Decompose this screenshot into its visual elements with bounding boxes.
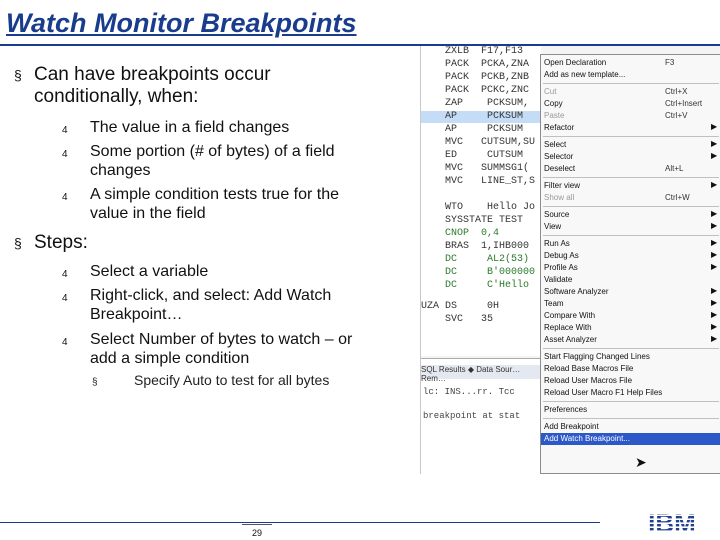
menu-item-validate[interactable] — [541, 274, 720, 286]
code-line[interactable]: MVC SUMMSG1( — [445, 163, 530, 174]
menu-separator — [543, 235, 719, 236]
menu-item-cut[interactable] — [541, 86, 720, 98]
views-panel — [421, 358, 541, 474]
menu-item-profile-as[interactable] — [541, 262, 720, 274]
menu-separator — [543, 401, 719, 402]
submenu-arrow-icon: ▶ — [711, 286, 718, 295]
code-line[interactable]: MVC CUTSUM,SU — [445, 137, 536, 148]
bullet-marker: § — [92, 377, 98, 388]
menu-item-compare-with[interactable] — [541, 310, 720, 322]
bullet-text: Can have breakpoints occur conditionally, when: — [34, 64, 271, 107]
code-line[interactable]: BRAS 1,IHB000 — [445, 241, 530, 252]
code-line[interactable]: DC C'Hello — [445, 280, 530, 291]
submenu-arrow-icon: ▶ — [711, 262, 718, 271]
menu-item-label: Open Declaration — [544, 58, 607, 67]
menu-item-reload-base-macros-file[interactable] — [541, 363, 720, 375]
bullet-steps — [14, 232, 374, 254]
code-line[interactable]: PACK PCKB,ZNB — [445, 72, 530, 83]
code-line[interactable]: WTO Hello Jo — [445, 202, 536, 213]
menu-item-label: Start Flagging Changed Lines — [544, 352, 650, 361]
menu-item-selector[interactable] — [541, 151, 720, 163]
menu-item-deselect[interactable] — [541, 163, 720, 175]
menu-item-label: Validate — [544, 275, 573, 284]
code-line[interactable]: ZAP PCKSUM, — [445, 98, 530, 109]
bullet-marker: 4 — [62, 125, 68, 136]
bullet-marker: 4 — [62, 149, 68, 160]
menu-item-label: Debug As — [544, 251, 579, 260]
menu-item-label: Paste — [544, 111, 565, 120]
step-3: 4 Select Number of bytes to watch – or add a simple condition — [62, 331, 353, 367]
code-line-selected[interactable]: AP PCKSUM — [421, 111, 541, 123]
menu-item-run-as[interactable] — [541, 238, 720, 250]
submenu-arrow-icon: ▶ — [711, 250, 718, 259]
step-2: 4 Right-click, and select: Add Watch Breakpoint… — [62, 287, 332, 323]
page-number: 29 — [252, 528, 263, 538]
menu-item-start-flagging-changed-lines[interactable] — [541, 351, 720, 363]
submenu-arrow-icon: ▶ — [711, 151, 718, 160]
ibm-logo-icon — [636, 508, 708, 536]
menu-item-label: Reload Base Macros File — [544, 364, 634, 373]
menu-item-label: Show all — [544, 193, 575, 202]
svg-text:IBM: IBM — [648, 508, 696, 536]
menu-item-label: Select — [544, 140, 567, 149]
menu-item-label: Add Breakpoint — [544, 422, 599, 431]
submenu-arrow-icon: ▶ — [711, 334, 718, 343]
menu-item-label: Preferences — [544, 405, 588, 414]
menu-item-refactor[interactable] — [541, 122, 720, 134]
code-line[interactable]: DS 0H — [445, 301, 500, 312]
menu-item-preferences[interactable] — [541, 404, 720, 416]
code-line[interactable]: AP PCKSUM — [445, 124, 524, 135]
menu-item-shortcut: Ctrl+V — [665, 111, 688, 120]
menu-item-open-declaration[interactable] — [541, 57, 720, 69]
footer-rule — [0, 522, 600, 523]
menu-item-add-watch-breakpoint[interactable] — [541, 433, 720, 445]
menu-item-shortcut: Ctrl+Insert — [665, 99, 703, 108]
bullet-marker: § — [14, 67, 22, 83]
submenu-arrow-icon: ▶ — [711, 180, 718, 189]
code-line[interactable]: CNOP 0,4 — [445, 228, 500, 239]
menu-item-label: View — [544, 222, 562, 231]
code-label: UZA — [421, 301, 440, 312]
menu-item-label: Cut — [544, 87, 557, 96]
menu-item-add-as-new-template[interactable] — [541, 69, 720, 81]
menu-item-shortcut: F3 — [665, 58, 675, 67]
code-line[interactable]: MVC LINE_ST,S — [445, 176, 536, 187]
code-line[interactable]: DC B'000000 — [445, 267, 536, 278]
menu-item-shortcut: Alt+L — [665, 164, 684, 173]
menu-item-select[interactable] — [541, 139, 720, 151]
bullet-marker: 4 — [62, 192, 68, 203]
slide-title: Watch Monitor Breakpoints — [6, 8, 357, 38]
menu-item-copy[interactable] — [541, 98, 720, 110]
menu-item-label: Refactor — [544, 123, 575, 132]
menu-item-filter-view[interactable] — [541, 180, 720, 192]
menu-separator — [543, 206, 719, 207]
menu-item-view[interactable] — [541, 221, 720, 233]
menu-item-label: Add as new template... — [544, 70, 626, 79]
bullet-marker: § — [14, 235, 22, 251]
menu-item-label: Run As — [544, 239, 570, 248]
code-line[interactable]: SYSSTATE TEST — [445, 215, 524, 226]
step-1: 4 Select a variable — [62, 262, 380, 284]
bullet-marker: 4 — [62, 337, 68, 348]
menu-item-reload-user-macro-f1-help-files[interactable] — [541, 387, 720, 399]
step-3-sub: § Specify Auto to test for all bytes — [92, 372, 330, 388]
menu-item-label: Selector — [544, 152, 574, 161]
menu-item-team[interactable] — [541, 298, 720, 310]
bullet-marker: 4 — [62, 293, 68, 304]
menu-separator — [543, 418, 719, 419]
menu-item-label: Profile As — [544, 263, 578, 272]
menu-item-label: Add Watch Breakpoint... — [544, 434, 630, 443]
submenu-arrow-icon: ▶ — [711, 209, 718, 218]
bullet-text: Steps: — [34, 232, 88, 253]
menu-item-asset-analyzer[interactable] — [541, 334, 720, 346]
mouse-cursor-icon: ➤ — [635, 454, 647, 470]
submenu-arrow-icon: ▶ — [711, 310, 718, 319]
menu-item-software-analyzer[interactable] — [541, 286, 720, 298]
submenu-arrow-icon: ▶ — [711, 238, 718, 247]
submenu-arrow-icon: ▶ — [711, 221, 718, 230]
bullet-marker: 4 — [62, 269, 68, 280]
menu-item-source[interactable] — [541, 209, 720, 221]
code-line[interactable]: SVC 35 — [445, 314, 494, 325]
menu-item-shortcut: Ctrl+W — [665, 193, 690, 202]
menu-item-label: Asset Analyzer — [544, 335, 597, 344]
page-number-rule — [242, 524, 272, 525]
menu-separator — [543, 348, 719, 349]
menu-item-label: Software Analyzer — [544, 287, 609, 296]
menu-separator — [543, 136, 719, 137]
submenu-arrow-icon: ▶ — [711, 139, 718, 148]
submenu-arrow-icon: ▶ — [711, 298, 718, 307]
menu-item-label: Reload User Macros File — [544, 376, 633, 385]
bullet-conditional — [14, 64, 374, 108]
menu-item-replace-with[interactable] — [541, 322, 720, 334]
sub-bullet-1: 4 The value in a field changes — [62, 118, 380, 140]
ide-screenshot — [420, 46, 720, 474]
view-line: lc: INS...rr. Tcc — [423, 387, 515, 397]
context-menu — [540, 54, 720, 474]
menu-item-add-breakpoint[interactable] — [541, 421, 720, 433]
menu-item-label: Replace With — [544, 323, 592, 332]
view-line: breakpoint at stat — [423, 411, 521, 421]
code-line[interactable]: ED CUTSUM — [445, 150, 524, 161]
menu-item-label: Compare With — [544, 311, 596, 320]
code-line[interactable]: PACK PCKC,ZNC — [445, 85, 530, 96]
menu-separator — [543, 83, 719, 84]
menu-item-label: Team — [544, 299, 564, 308]
code-editor[interactable] — [421, 46, 541, 356]
menu-item-shortcut: Ctrl+X — [665, 87, 688, 96]
menu-item-label: Copy — [544, 99, 563, 108]
menu-item-paste[interactable] — [541, 110, 720, 122]
submenu-arrow-icon: ▶ — [711, 322, 718, 331]
menu-item-label: Source — [544, 210, 570, 219]
menu-item-reload-user-macros-file[interactable] — [541, 375, 720, 387]
menu-item-label: Deselect — [544, 164, 576, 173]
views-tab-bar[interactable]: SQL Results ◆ Data Sour… Rem… — [421, 365, 541, 379]
sub-bullet-2: 4 Some portion (# of bytes) of a field changes — [62, 143, 335, 179]
menu-item-label: Filter view — [544, 181, 581, 190]
menu-item-label: Reload User Macro F1 Help Files — [544, 388, 663, 397]
code-line[interactable]: DC AL2(53) — [445, 254, 530, 265]
submenu-arrow-icon: ▶ — [711, 122, 718, 131]
menu-item-debug-as[interactable] — [541, 250, 720, 262]
menu-separator — [543, 177, 719, 178]
menu-item-show-all[interactable] — [541, 192, 720, 204]
sub-bullet-3: 4 A simple condition tests true for the value in the field — [62, 186, 340, 222]
code-line[interactable]: ZXLB F17,F13 — [445, 46, 524, 57]
code-line[interactable]: PACK PCKA,ZNA — [445, 59, 530, 70]
